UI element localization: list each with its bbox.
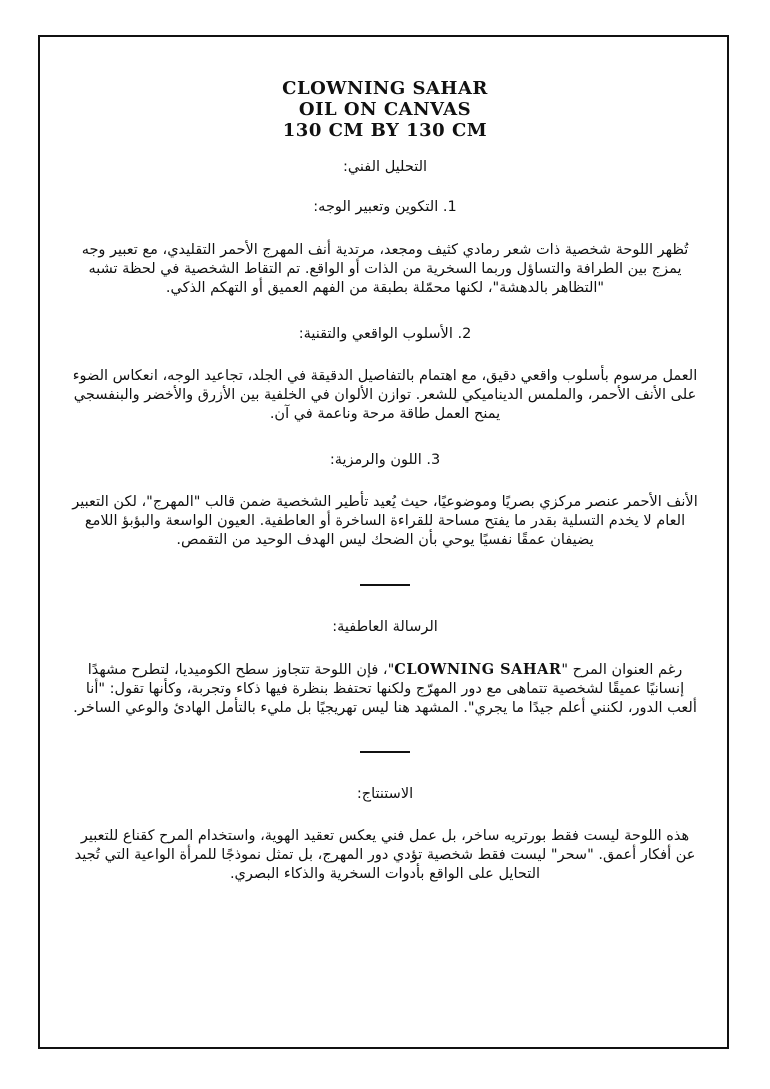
emotional-body-end: "، فإن اللوحة تتجاوز سطح الكوميديا، لتطرح مشهدًا إنسانيًا عميقًا لشخصية تتماهى مع دور المهرّج ولكنها تحتفظ بنظرة فيها ذكاء وتجربة، وكأنها تقول: "أنا ألعب الدور، لكنني أعلم جيدًا ما يجري". المشهد هنا ليس تهريجيًا بل مليء بالتأمل الهادئ والوعي الساخر.	[73, 662, 697, 716]
section-divider	[360, 584, 410, 586]
emotional-body-start: رغم العنوان المرح "	[561, 662, 683, 678]
section-heading-composition: 1. التكوين وتعبير الوجه:	[313, 199, 457, 215]
conclusion-body: هذه اللوحة ليست فقط بورتريه ساخر، بل عمل فني يعكس تعقيد الهوية، واستخدام المرح كقناع للتعبير عن أفكار أعمق. "سحر" ليست فقط شخصية تؤدي دور المهرج، بل تمثل نموذجًا للمرأة الواعية التي تُجيد التحايل على الواقع بأدوات السخرية والذكاء البصري.	[74, 828, 696, 882]
section-body-composition: تُظهر اللوحة شخصية ذات شعر رمادي كثيف ومجعد، مرتدية أنف المهرج الأحمر التقليدي، مع تعبير وجه يمزج بين الطرافة والتساؤل وربما السخرية من الذات أو الواقع. تم التقاط الشخصية في لحظة تشبه "التظاهر بالدهشة"، لكنها محمّلة بطبقة من الفهم العميق أو التهكم الذكي.	[81, 242, 689, 296]
analysis-body	[72, 158, 698, 884]
emotional-body-title: CLOWNING SAHAR	[394, 661, 562, 678]
artwork-title: CLOWNING SAHAR	[282, 78, 488, 99]
artwork-header	[0, 78, 770, 141]
section-heading-style: 2. الأسلوب الواقعي والتقنية:	[298, 326, 472, 342]
artwork-dimensions: 130 CM BY 130 CM	[282, 120, 488, 141]
section-divider	[360, 751, 410, 753]
section-body-style: العمل مرسوم بأسلوب واقعي دقيق، مع اهتمام بالتفاصيل الدقيقة في الجلد، تجاعيد الوجه، انعكاس الضوء على الأنف الأحمر، والملمس الديناميكي للشعر. توازن الألوان في الخلفية بين الأزرق والأخضر والبنفسجي يمنح العمل طاقة مرحة وناعمة في آن.	[72, 368, 698, 422]
artwork-medium: OIL ON CANVAS	[298, 99, 472, 120]
section-body-color: الأنف الأحمر عنصر مركزي بصريًا وموضوعيًا، حيث يُعيد تأطير الشخصية ضمن قالب "المهرج"، لكن التعبير العام لا يخدم التسلية بقدر ما يفتح مساحة للقراءة الساخرة أو العاطفية. العيون الواسعة والبؤبؤ اللامع يضيفان عمقًا نفسيًا يوحي بأن الضحك ليس الهدف الوحيد من التقمص.	[72, 494, 698, 548]
emotional-heading: الرسالة العاطفية:	[332, 619, 438, 635]
conclusion-heading: الاستنتاج:	[356, 786, 414, 802]
analysis-section-title: التحليل الفني:	[342, 159, 428, 175]
emotional-body	[72, 660, 698, 718]
section-heading-color: 3. اللون والرمزية:	[329, 452, 441, 468]
